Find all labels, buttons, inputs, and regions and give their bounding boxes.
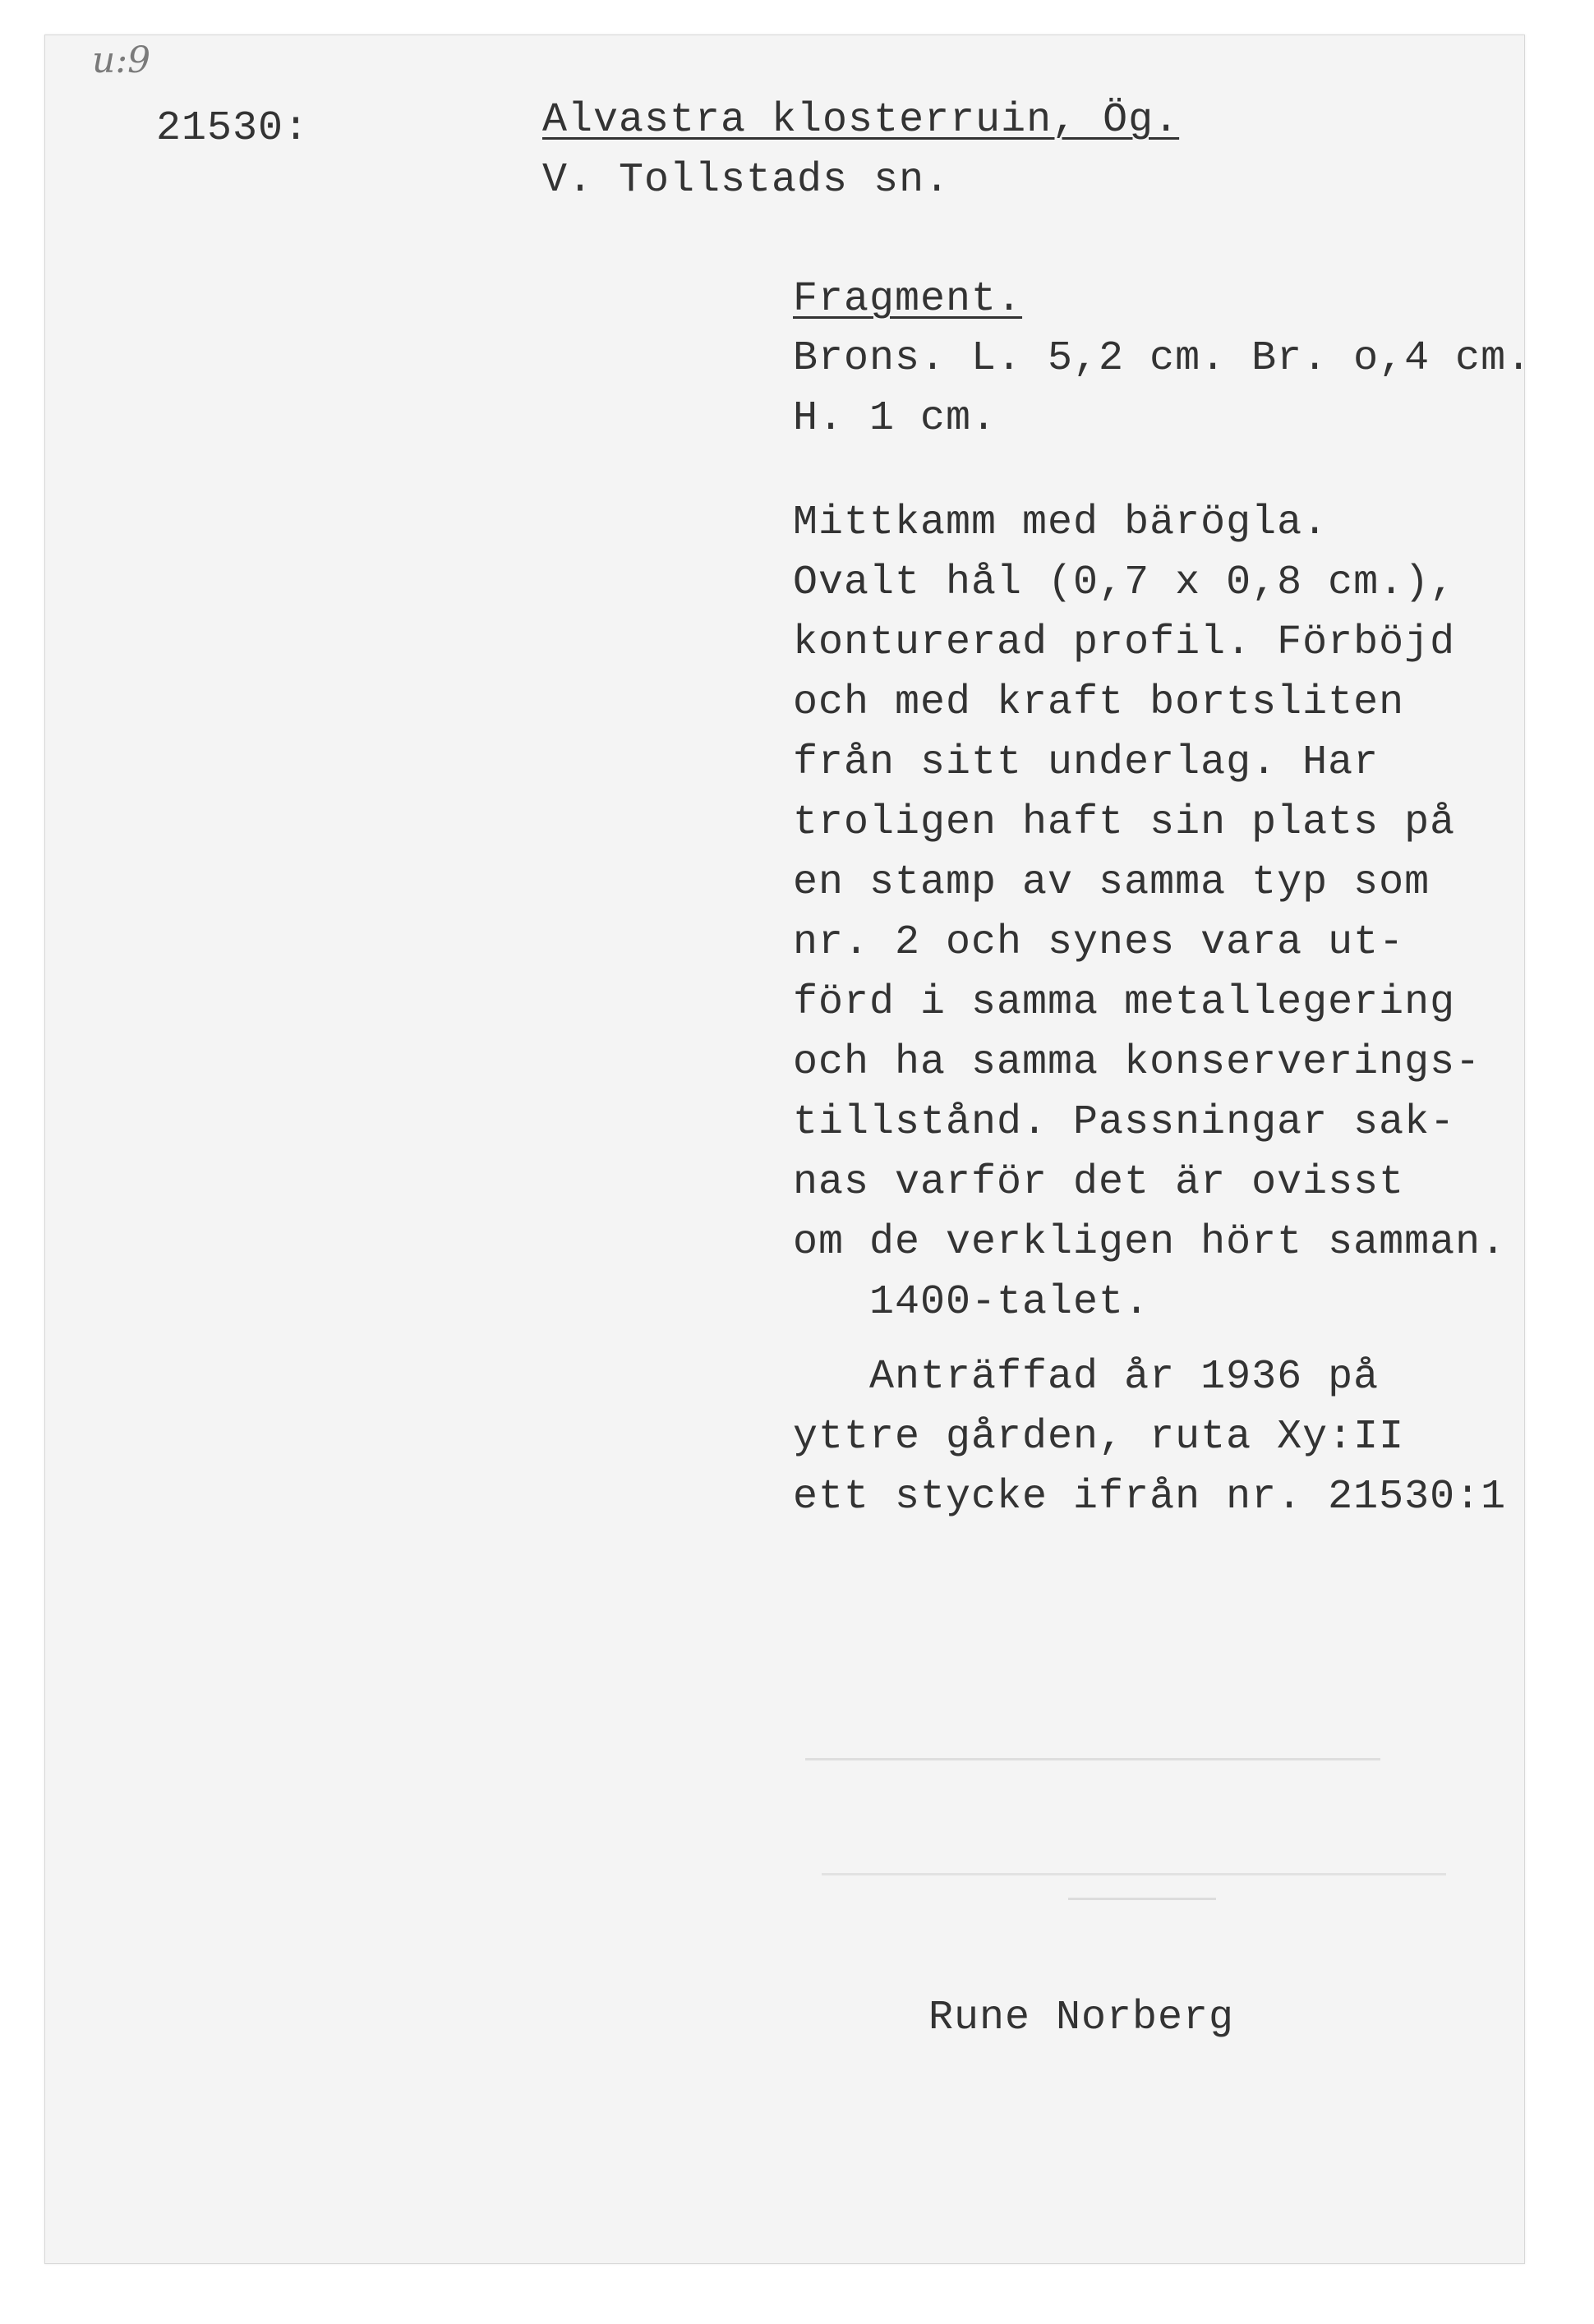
object-title-text: Fragment. (793, 276, 1023, 323)
description-line: och ha samma konserverings- (793, 1039, 1481, 1086)
measurements-line-2: H. 1 cm. (793, 395, 997, 442)
description-line: och med kraft bortsliten (793, 679, 1405, 726)
find-circumstances-line: Anträffad år 1936 på (793, 1354, 1380, 1401)
description-line: Ovalt hål (0,7 x 0,8 cm.), (793, 559, 1456, 606)
description-line: förd i samma metallegering (793, 979, 1456, 1026)
show-through-marks (1068, 1898, 1216, 1900)
handwritten-reference: u:9 (92, 39, 151, 81)
signature: Rune Norberg (928, 1995, 1235, 2041)
description-line: konturerad profil. Förböjd (793, 619, 1456, 666)
show-through-marks (805, 1758, 1380, 1760)
site-name-text: Alvastra klosterruin, Ög. (542, 97, 1180, 144)
description-line: från sitt underlag. Har (793, 739, 1380, 786)
description-line: tillstånd. Passningar sak- (793, 1099, 1456, 1146)
find-circumstances-line: yttre gården, ruta Xy:II (793, 1414, 1405, 1461)
object-title (793, 269, 1022, 329)
description-line: om de verkligen hört samman. (793, 1219, 1507, 1266)
find-circumstances-line: ett stycke ifrån nr. 21530:1 (793, 1474, 1507, 1521)
description-line: nas varför det är ovisst (793, 1159, 1405, 1206)
description-line: en stamp av samma typ som (793, 859, 1430, 906)
show-through-marks (822, 1873, 1446, 1875)
accession-number: 21530: (156, 105, 310, 152)
site-name (542, 90, 1179, 150)
dating-line: 1400-talet. (793, 1279, 1150, 1326)
description-line: troligen haft sin plats på (793, 799, 1456, 846)
parish-name: V. Tollstads sn. (542, 157, 951, 204)
description-line: Mittkamm med bärögla. (793, 499, 1329, 546)
measurements-line-1: Brons. L. 5,2 cm. Br. o,4 cm. (793, 335, 1532, 382)
description-line: nr. 2 och synes vara ut- (793, 919, 1405, 966)
